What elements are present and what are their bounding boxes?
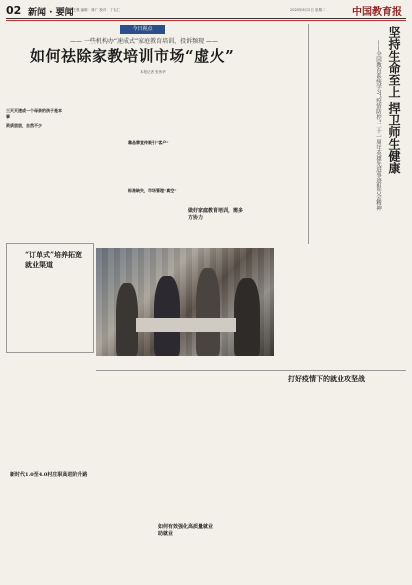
right-feature-title: 坚持生命至上 捍卫师生健康 <box>387 26 401 175</box>
editor-credits: 主编：王强 编辑：林广 校对：丁毛仁 <box>62 8 121 12</box>
section-head: 资质层层，自然不少 <box>6 123 42 128</box>
article-column-3 <box>128 78 184 240</box>
left-box-title: “订单式”培养拓宽就业渠道 <box>25 250 83 269</box>
left-feature-box <box>6 243 94 353</box>
article-headline: 如何祛除家教培训市场“虚火” <box>30 47 235 65</box>
pull-quote: 做好家庭教育培训，需多方协力 <box>188 208 244 221</box>
article-column-2 <box>68 78 124 240</box>
section-name: 新闻 · 要闻 <box>28 8 74 18</box>
article-kicker: —— 一些机构办“速成式”家庭教育培训，投诉频现 —— <box>70 38 219 45</box>
middle-right-body <box>278 248 406 368</box>
bottom-column-2 <box>158 374 216 580</box>
section-head: 靠品牌宣传吸引“客户” <box>128 140 169 145</box>
article-column-1 <box>6 78 64 240</box>
left-box2-title: 新时代1.0至4.0村庄职高进阶升路 <box>10 472 88 478</box>
bottom-column-1 <box>96 374 154 580</box>
page-number: 02 <box>6 4 22 17</box>
newspaper-logo: 中国教育报 <box>352 7 402 18</box>
issue-date: 2020年6月2日 星期二 <box>290 8 326 12</box>
left-box2-body <box>6 488 92 580</box>
section-head: 三天天速成一个母亲的孩子是本事 <box>6 108 62 119</box>
section-head: 标准缺失，市场管理“真空” <box>128 188 177 193</box>
article-column-4 <box>188 78 244 240</box>
bottom-pull-quote: 如何有效强化高质量就业助就业 <box>158 524 214 537</box>
column-divider <box>308 24 309 244</box>
section-divider <box>96 370 406 371</box>
bottom-column-3 <box>220 374 278 580</box>
right-feature-subtitle: ——全国教育系统学习“疫情防控”二十一周年英雄先进事迹报告会精神 <box>375 40 381 211</box>
article-byline: 本报记者 张贵华 <box>140 70 166 74</box>
left-box-body <box>6 352 92 472</box>
photo-caption <box>96 358 274 366</box>
article-photo <box>96 248 274 356</box>
bottom-column-5 <box>346 384 406 580</box>
header-rule <box>6 18 406 19</box>
header-accent-rule <box>6 20 406 21</box>
bottom-feature-title: 打好疫情下的就业攻坚战 <box>288 374 365 383</box>
bottom-column-4 <box>282 384 342 580</box>
column-tag: 今日视点 <box>120 25 165 34</box>
right-feature-body <box>312 26 370 244</box>
article-column-5 <box>248 78 306 240</box>
